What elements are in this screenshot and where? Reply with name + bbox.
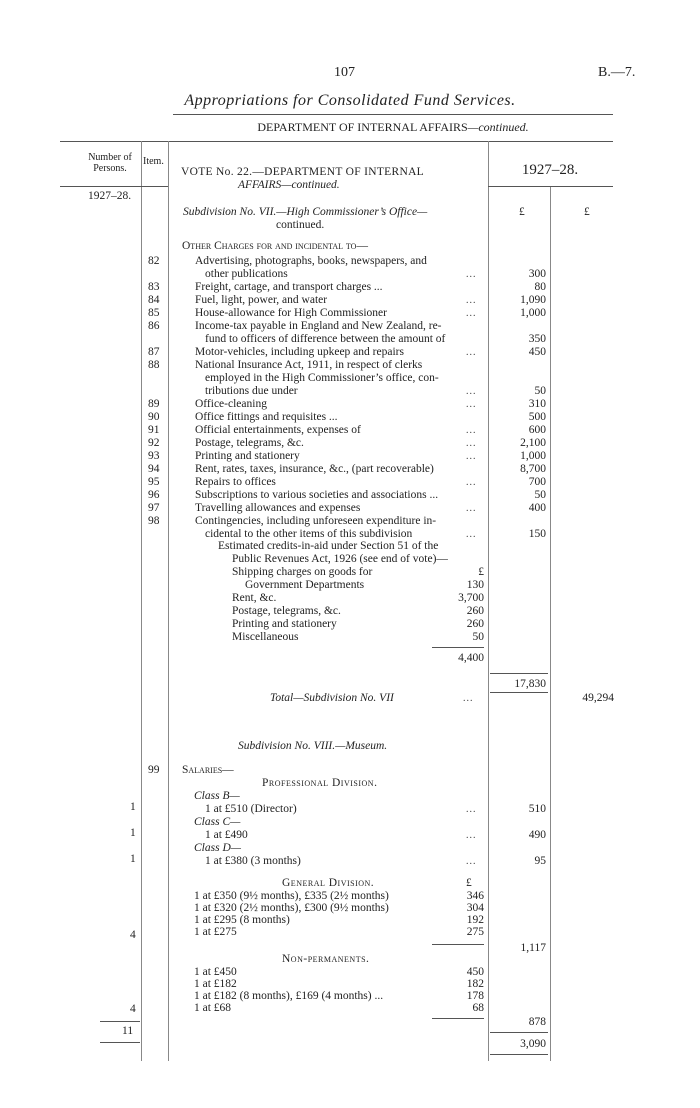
credits-rule — [432, 647, 484, 648]
item-number: 98 — [148, 515, 160, 527]
subtotal-rule — [490, 673, 548, 674]
nonperm-line: 1 at £68 — [194, 1002, 232, 1014]
item-amount: 500 — [528, 411, 546, 423]
class-label: Class C— — [194, 816, 241, 828]
class-persons: 1 — [130, 801, 136, 813]
persons-total: 11 — [122, 1025, 134, 1037]
item-amount: 150 — [528, 528, 546, 540]
item-number: 86 — [148, 320, 160, 332]
item-number: 96 — [148, 489, 160, 501]
dot-leader: ... — [466, 269, 477, 280]
item-desc-divider — [168, 141, 169, 1061]
general-amount: 346 — [466, 890, 484, 902]
general-amount: 275 — [466, 926, 484, 938]
sub7-heading: Subdivision No. VII.—High Commissioner’s Office— — [183, 206, 428, 218]
nonperm-rule — [432, 1018, 484, 1019]
item-description: tributions due under — [205, 385, 298, 397]
class-persons: 1 — [130, 853, 136, 865]
credit-amount: £ — [478, 566, 484, 578]
col-number-persons: Number of Persons. — [88, 152, 132, 174]
item-number: 94 — [148, 463, 160, 475]
other-charges-heading: Other Charges for and incidental to— — [182, 240, 368, 252]
general-line: 1 at £320 (2½ months), £300 (9½ months) — [194, 902, 389, 914]
item-number: 83 — [148, 281, 160, 293]
credit-label: Government Departments — [245, 579, 365, 591]
sub8-heading: Subdivision No. VIII.—Museum. — [238, 740, 388, 752]
general-line: 1 at £350 (9½ months), £335 (2½ months) — [194, 890, 389, 902]
credit-label: Rent, &c. — [232, 592, 277, 604]
nonperm-line: 1 at £182 — [194, 978, 237, 990]
title-rule — [173, 114, 613, 115]
class-persons: 1 — [130, 827, 136, 839]
item-description: Income-tax payable in England and New Zealand, re- — [195, 320, 442, 332]
general-pound: £ — [466, 877, 472, 889]
item-description: other publications — [205, 268, 288, 280]
sub7-heading-cont: continued. — [276, 219, 325, 231]
item-description: Fuel, light, power, and water — [195, 294, 328, 306]
item-amount: 50 — [534, 385, 546, 397]
item-number: 97 — [148, 502, 160, 514]
nonperm-total: 878 — [528, 1016, 546, 1028]
general-persons: 4 — [130, 929, 136, 941]
credit-amount: 50 — [472, 631, 484, 643]
salaries-heading: Salaries— — [182, 764, 234, 776]
col-year: 1927–28. — [521, 162, 579, 178]
amount-amount-divider — [550, 186, 551, 1061]
item-description: Office-cleaning — [195, 398, 267, 410]
dot-leader: ... — [466, 529, 477, 540]
pound-col2: £ — [584, 206, 590, 218]
class-line: 1 at £380 (3 months) — [205, 855, 301, 867]
credit-label: Miscellaneous — [232, 631, 299, 643]
nonperm-line: 1 at £450 — [194, 966, 237, 978]
credit-label: Postage, telegrams, &c. — [232, 605, 341, 617]
item-description: Motor-vehicles, including upkeep and repairs — [195, 346, 404, 358]
item-number: 82 — [148, 255, 160, 267]
item-amount: 600 — [528, 424, 546, 436]
item-description: Office fittings and requisites ... — [195, 411, 338, 423]
item-description: Contingencies, including unforeseen expenditure in- — [195, 515, 437, 527]
item-description: fund to officers of difference between the amount of — [205, 333, 446, 345]
sub7-total-label: Total—Subdivision No. VII — [270, 692, 394, 704]
persons-item-divider — [141, 141, 142, 1061]
credit-amount: 260 — [466, 605, 484, 617]
class-label: Class D— — [194, 842, 241, 854]
nonperm-amount: 182 — [466, 978, 484, 990]
item-amount: 310 — [528, 398, 546, 410]
item-description: Freight, cartage, and transport charges ... — [195, 281, 383, 293]
item-amount: 300 — [528, 268, 546, 280]
dot-leader: ... — [466, 425, 477, 436]
persons-rule-top — [100, 1021, 140, 1022]
dot-leader: ... — [466, 295, 477, 306]
item-description: National Insurance Act, 1911, in respect of clerks — [195, 359, 423, 371]
item-description: Postage, telegrams, &c. — [195, 437, 304, 449]
nonperm-amount: 68 — [472, 1002, 484, 1014]
salaries-item: 99 — [148, 764, 160, 776]
nonperm-amount: 178 — [466, 990, 484, 1002]
item-number: 91 — [148, 424, 160, 436]
dot-leader: ... — [466, 308, 477, 319]
credit-amount: 130 — [466, 579, 484, 591]
item-number: 84 — [148, 294, 160, 306]
dot-leader: ... — [466, 804, 477, 815]
item-amount: 1,000 — [520, 307, 546, 319]
item-amount: 350 — [528, 333, 546, 345]
grand-rule-top — [490, 1032, 548, 1033]
col-item: Item. — [143, 156, 164, 167]
credit-amount: 3,700 — [458, 592, 484, 604]
class-amount: 95 — [534, 855, 546, 867]
total-leader: ... — [463, 693, 474, 704]
item-amount: 80 — [534, 281, 546, 293]
department-heading — [173, 120, 613, 135]
item-amount: 1,000 — [520, 450, 546, 462]
dot-leader: ... — [466, 503, 477, 514]
item-amount: 400 — [528, 502, 546, 514]
non-permanents: Non-permanents. — [282, 953, 370, 965]
item-amount: 50 — [534, 489, 546, 501]
general-amount: 192 — [466, 914, 484, 926]
credit-amount: 260 — [466, 618, 484, 630]
class-amount: 510 — [528, 803, 546, 815]
credit-label: Shipping charges on goods for — [232, 566, 373, 578]
item-number: 93 — [148, 450, 160, 462]
pound-col1: £ — [519, 206, 525, 218]
item-description: Travelling allowances and expenses — [195, 502, 361, 514]
credit-label: Printing and stationery — [232, 618, 337, 630]
general-division: General Division. — [282, 877, 375, 889]
item-description: employed in the High Commissioner’s office, con- — [205, 372, 439, 384]
dot-leader: ... — [466, 438, 477, 449]
header-rule-right — [488, 186, 613, 187]
vote-heading-line1: VOTE No. 22.—DEPARTMENT OF INTERNAL — [181, 166, 425, 178]
subtotal-rule2 — [490, 692, 548, 693]
page-title: Appropriations for Consolidated Fund Services. — [184, 92, 516, 109]
header-rule-top — [60, 141, 613, 142]
item-description: Repairs to offices — [195, 476, 276, 488]
item-number: 95 — [148, 476, 160, 488]
general-amount: 304 — [466, 902, 484, 914]
general-total: 1,117 — [520, 942, 546, 954]
class-label: Class B— — [194, 790, 240, 802]
credits-total: 4,400 — [458, 652, 484, 664]
nonperm-line: 1 at £182 (8 months), £169 (4 months) ... — [194, 990, 384, 1002]
item-number: 88 — [148, 359, 160, 371]
general-line: 1 at £275 — [194, 926, 237, 938]
dot-leader: ... — [466, 830, 477, 841]
sub7-subtotal: 17,830 — [514, 678, 546, 690]
class-line: 1 at £510 (Director) — [205, 803, 297, 815]
item-number: 87 — [148, 346, 160, 358]
class-amount: 490 — [528, 829, 546, 841]
item-amount: 1,090 — [520, 294, 546, 306]
dot-leader: ... — [466, 856, 477, 867]
grand-rule-bottom — [490, 1054, 548, 1055]
item-number: 89 — [148, 398, 160, 410]
desc-amount-divider — [488, 141, 489, 1061]
department-name: DEPARTMENT OF INTERNAL AFFAIRS — [257, 120, 468, 134]
department-continued: —continued. — [467, 120, 529, 134]
item-amount: 700 — [528, 476, 546, 488]
vote-heading-line2: AFFAIRS—continued. — [238, 179, 340, 191]
professional-division: Professional Division. — [262, 777, 378, 789]
page-number: 107 — [334, 65, 355, 80]
nonperm-amount: 450 — [466, 966, 484, 978]
dot-leader: ... — [466, 477, 477, 488]
dot-leader: ... — [466, 399, 477, 410]
item-description: Rent, rates, taxes, insurance, &c., (part recoverable) — [195, 463, 434, 475]
credits-intro1: Estimated credits-in-aid under Section 51 of the — [218, 540, 439, 552]
grand-total: 3,090 — [520, 1038, 546, 1050]
item-amount: 2,100 — [520, 437, 546, 449]
item-amount: 8,700 — [520, 463, 546, 475]
document-ref: B.—7. — [598, 65, 636, 80]
item-number: 92 — [148, 437, 160, 449]
dot-leader: ... — [466, 451, 477, 462]
persons-rule-bottom — [100, 1042, 140, 1043]
item-description: House-allowance for High Commissioner — [195, 307, 387, 319]
sub7-total: 49,294 — [582, 692, 614, 704]
item-amount: 450 — [528, 346, 546, 358]
credits-intro2: Public Revenues Act, 1926 (see end of vote)— — [232, 553, 448, 565]
dot-leader: ... — [466, 386, 477, 397]
item-description: cidental to the other items of this subdivision — [205, 528, 413, 540]
year-left: 1927–28. — [88, 190, 132, 202]
item-number: 85 — [148, 307, 160, 319]
item-description: Printing and stationery — [195, 450, 300, 462]
item-description: Subscriptions to various societies and associations ... — [195, 489, 439, 501]
general-line: 1 at £295 (8 months) — [194, 914, 290, 926]
item-number: 90 — [148, 411, 160, 423]
header-rule-left — [60, 186, 168, 187]
item-description: Official entertainments, expenses of — [195, 424, 361, 436]
class-line: 1 at £490 — [205, 829, 248, 841]
item-description: Advertising, photographs, books, newspapers, and — [195, 255, 427, 267]
general-rule — [432, 944, 484, 945]
dot-leader: ... — [466, 347, 477, 358]
nonperm-persons: 4 — [130, 1003, 136, 1015]
